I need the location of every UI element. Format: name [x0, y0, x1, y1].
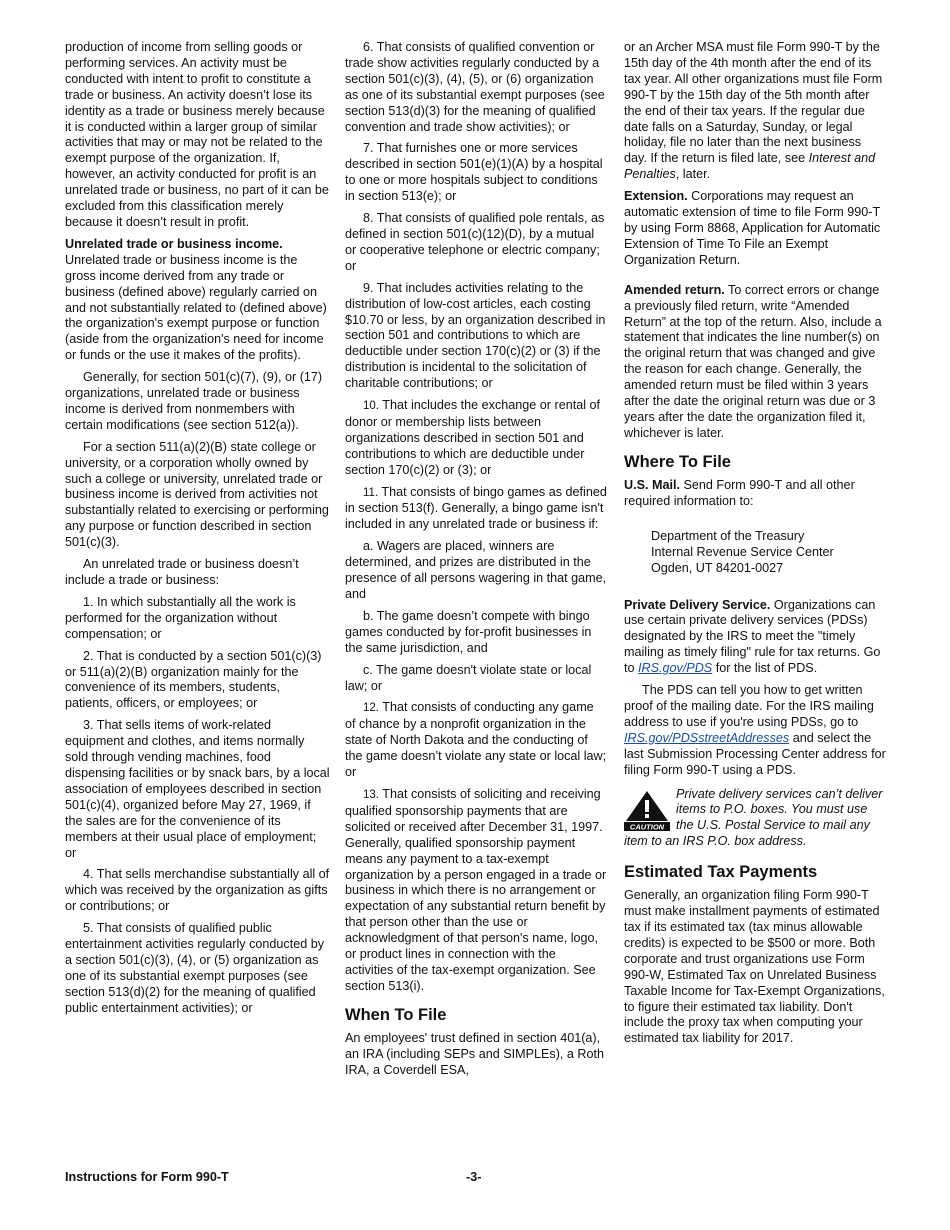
- list-item: 5. That consists of qualified public entertainment activities regularly conducted by a section 501(c)(3), (4), or (5) organization as one of its substantial exempt purposes (see section 513(d)(2) for the meaning of qualified public entertainment activities); or: [65, 921, 325, 1015]
- list-item: 1. In which substantially all the work is performed for the organization without compensation; or: [65, 594, 296, 641]
- list-item: 2. That is conducted by a section 501(c)(3) or 511(a)(2)(B) organization mainly for the convenience of its members, students, patients, officers, or employees; or: [65, 648, 322, 711]
- paragraph: An employees' trust defined in section 401(a), an IRA (including SEPs and SIMPLEs), a Roth IRA, a Coverdell ESA,: [345, 1030, 605, 1077]
- caution-note: [624, 787, 886, 851]
- paragraph: For a section 511(a)(2)(B) state college or university, or a corporation wholly owned by such a college or university, unrelated trade or business income is derived from activities not substantially related to exercising or performing any purpose or function described in section 501(c)(3).: [65, 439, 329, 550]
- paragraph: The PDS can tell you how to get written proof of the mailing date. For the IRS mailing address to use if you're using PDSs, go to IRS.gov/PDSstreetAddresses and select the last Submission Processing Center address for filing Form 990-T using a PDS.: [624, 683, 886, 777]
- section-heading: When To File: [345, 1005, 447, 1024]
- paragraph: An unrelated trade or business doesn’t include a trade or business:: [65, 557, 299, 587]
- run-in-heading: U.S. Mail.: [624, 477, 680, 492]
- list-item: 9. That includes activities relating to the distribution of low-cost articles, each costing $10.70 or less, by an organization described in section 501 and contributions to which are deductible under section 170(c)(2) or (3) if the distribution is incidental to the solicitation of charitable contributions; or: [345, 280, 606, 391]
- list-item: 11. That consists of bingo games as defined in section 513(f). Generally, a bingo game isn't included in any unrelated trade or business if:: [345, 484, 607, 532]
- column-1: [65, 40, 330, 1023]
- page-number: -3-: [466, 1170, 482, 1184]
- run-in-heading: Extension.: [624, 189, 688, 204]
- paragraph: Amended return. To correct errors or change a previously filed return, write “Amended Return” at the top of the return. Also, include a statement that indicates the line number(s) on the original return that was changed and give the reason for each change. Generally, the amended return must be filed within 3 years after the date the original return was due or 3 years after the date the organization filed it, whichever is later.: [624, 282, 882, 440]
- section-heading: Where To File: [624, 452, 731, 471]
- list-item: 4. That sells merchandise substantially all of which was received by the organization as gifts or contributions; or: [65, 867, 330, 914]
- paragraph: Generally, an organization filing Form 990-T must make installment payments of estimated tax if its estimated tax (tax minus allowable credits) is expected to be $500 or more. Both corporate and trust organizations use Form 990-W, Estimated Tax on Unrelated Business Taxable Income for Tax-Exempt Organizations, to figure their estimated tax liability. Don't include the proxy tax when computing your estimated tax liability for 2017.: [624, 888, 885, 1046]
- paragraph: Generally, for section 501(c)(7), (9), or (17) organizations, unrelated trade or business income is derived from nonmembers with certain modifications (see section 512(a)).: [65, 370, 323, 432]
- run-in-heading: Unrelated trade or business income.: [65, 236, 283, 251]
- list-item: a. Wagers are placed, winners are determined, and prizes are distributed in the presence of all persons wagering in that game, and: [345, 539, 607, 601]
- paragraph: Private Delivery Service. Organizations can use certain private delivery services (PDSs) designated by the IRS to meet the "timely mailing as timely filing" rule for tax returns. Go to IRS.gov/PDS for the list of PDS.: [624, 597, 881, 676]
- address-line: Internal Revenue Service Center: [651, 544, 834, 559]
- run-in-heading: Private Delivery Service.: [624, 597, 771, 612]
- caution-text: Private delivery services can’t deliver items to P.O. boxes. You must use the U.S. Postal Service to mail any item to an IRS P.O. box address.: [624, 786, 883, 849]
- caution-icon: [624, 789, 670, 831]
- list-item: b. The game doesn’t compete with bingo games conducted by for-profit businesses in the same jurisdiction, and: [345, 608, 592, 655]
- caution-label: CAUTION: [629, 822, 665, 831]
- paragraph: or an Archer MSA must file Form 990-T by the 15th day of the 4th month after the end of its tax year. All other organizations must file Form 990-T by the 15th day of the 5th month after the end of their tax years. If the regular due date falls on a Saturday, Sunday, or legal holiday, file no later than the next business day. If the return is filed late, see Interest and Penalties, later.: [624, 40, 883, 182]
- list-item: 7. That furnishes one or more services described in section 501(e)(1)(A) by a hospital to one or more hospitals subject to conditions in section 513(e); or: [345, 141, 603, 204]
- paragraph: Extension. Corporations may request an automatic extension of time to file Form 990-T by using Form 8868, Application for Automatic Extension of Time To File an Exempt Organization Return.: [624, 189, 881, 267]
- column-3: [624, 40, 886, 1053]
- list-item: 13. That consists of soliciting and receiving qualified sponsorship payments that are solicited or received after December 31, 1997. Generally, qualified sponsorship payment means any payment to a tax-exempt organization by a person engaged in a trade or business in which there is no arrangement or expectation of any substantial return benefit by that person other than the use or acknowledgment of that person's name, logo, or product lines in connection with the activities of the tax-exempt organization. See section 513(i).: [345, 786, 607, 993]
- column-2: [345, 40, 607, 1084]
- list-item: 10. That includes the exchange or rental of donor or membership lists between organizations described in section 501 and contributions to which are deductible under section 170(c)(2) or (3); or: [345, 398, 600, 477]
- section-heading: Estimated Tax Payments: [624, 863, 818, 882]
- run-in-heading: Amended return.: [624, 282, 725, 297]
- mailing-address: [651, 528, 886, 576]
- list-item: 8. That consists of qualified pole rentals, as defined in section 501(c)(12)(D), by a mutual or cooperative telephone or electric company; or: [345, 211, 605, 273]
- pds-street-addresses-link[interactable]: IRS.gov/PDSstreetAddresses: [624, 730, 790, 745]
- address-line: Ogden, UT 84201-0027: [651, 560, 784, 575]
- paragraph: Unrelated trade or business income. Unrelated trade or business income is the gross income derived from any trade or business (defined above) regularly carried on and not substantially related to (defined above) the organization's exempt purpose or function (aside from the organization's need for income or funds or the use it makes of the profits).: [65, 236, 327, 363]
- list-item: 12. That consists of conducting any game of chance by a nonprofit organization in the state of North Dakota and the conducting of the game doesn’t violate any state or local law; or: [345, 700, 607, 780]
- address-line: Department of the Treasury: [651, 528, 805, 543]
- paragraph: production of income from selling goods or performing services. An activity must be conducted with intent to profit to constitute a trade or business. An activity doesn’t lose its identity as a trade or business merely because it is conducted within a larger group of similar activities that may or may not be related to the exempt purpose of the organization. If, however, an activity conducted for profit is an unrelated trade or business, no part of it can be excluded from this classification merely because it doesn’t result in profit.: [65, 40, 329, 229]
- paragraph: U.S. Mail. Send Form 990-T and all other required information to:: [624, 477, 855, 508]
- cross-reference: Interest and Penalties: [624, 151, 876, 182]
- list-item: 6. That consists of qualified convention or trade show activities regularly conducted by a section 501(c)(3), (4), (5), or (6) organization as one of its substantial exempt purposes (see section 513(d)(3) for the meaning of qualified convention and trade show activities); or: [345, 40, 605, 134]
- irs-pds-link[interactable]: IRS.gov/PDS: [638, 661, 713, 676]
- footer-form-title: Instructions for Form 990-T: [65, 1170, 229, 1184]
- list-item: c. The game doesn't violate state or local law; or: [345, 662, 592, 693]
- list-item: 3. That sells items of work-related equipment and clothes, and items normally sold through vending machines, food dispensing facilities or by snack bars, by a local association of employees described in section 501(c)(4), organized before May 27, 1969, if the sales are for the convenience of its members at their usual place of employment; or: [65, 718, 330, 860]
